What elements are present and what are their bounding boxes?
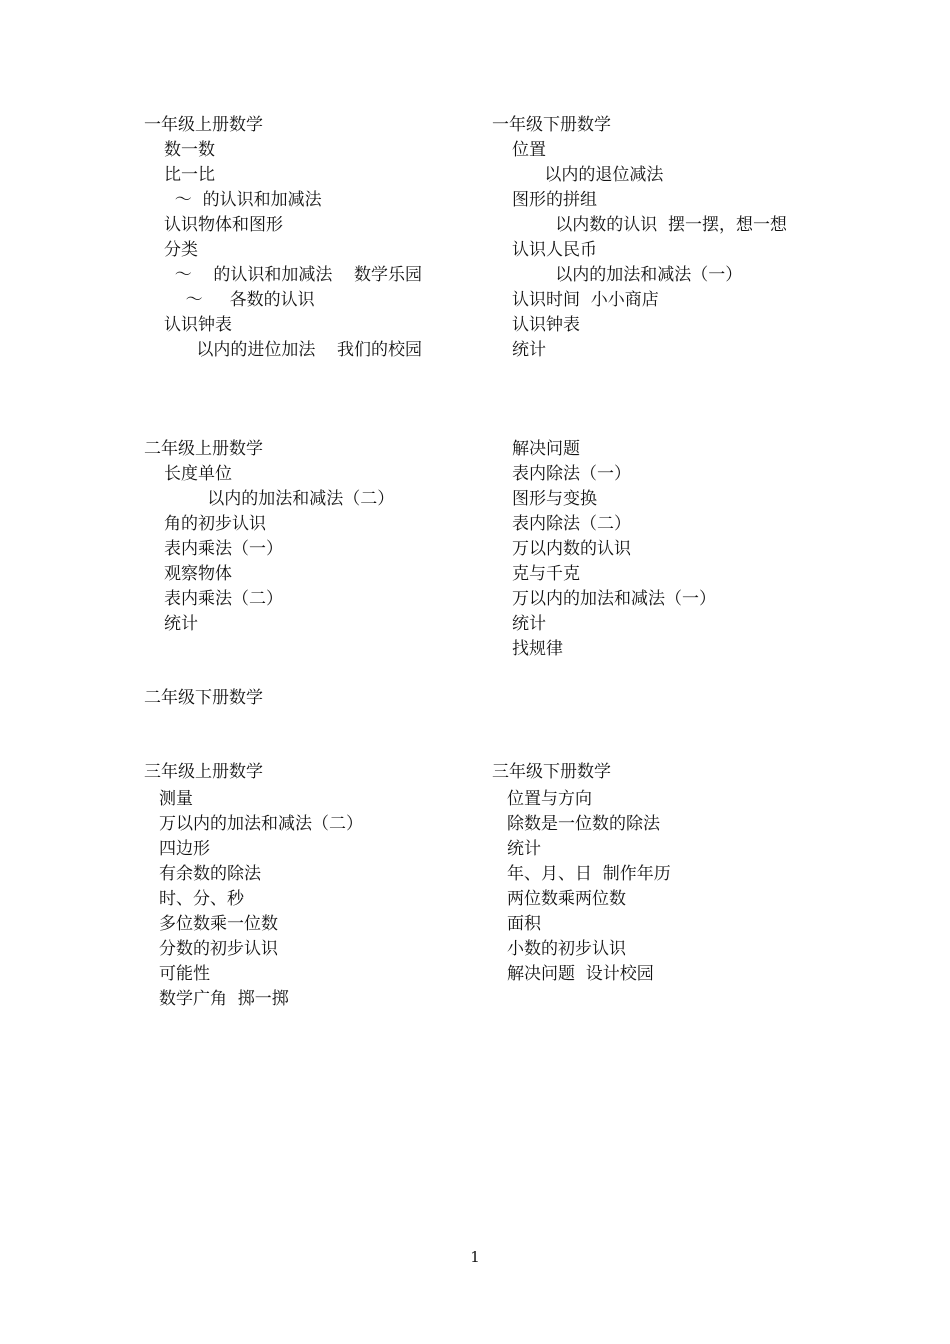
list-item: 测量 <box>159 789 193 809</box>
list-item: 表内乘法（二） <box>164 589 283 609</box>
list-item: 统计 <box>507 839 541 859</box>
list-item: ～ 的认识和加减法 <box>164 190 322 210</box>
list-item: 万以内的加法和减法（二） <box>159 814 363 834</box>
grade2-upper-title: 二年级上册数学 <box>144 439 263 459</box>
list-item: 统计 <box>512 340 546 360</box>
list-item: 时、分、秒 <box>159 889 244 909</box>
list-item: 认识时间 小小商店 <box>512 290 659 310</box>
list-item: 以内数的认识 摆一摆，想一想 <box>512 215 788 235</box>
grade1-upper-title: 一年级上册数学 <box>144 115 263 135</box>
grade3-lower-section <box>492 760 671 987</box>
list-item: 图形的拼组 <box>512 190 597 210</box>
list-item: 解决问题 设计校园 <box>507 964 654 984</box>
list-item: 以内的加法和减法（一） <box>512 265 743 285</box>
list-item: 图形与变换 <box>512 489 597 509</box>
grade3-upper-section <box>144 760 363 1012</box>
list-item: 统计 <box>512 614 546 634</box>
list-item: 分数的初步认识 <box>159 939 278 959</box>
grade1-lower-title: 一年级下册数学 <box>492 115 611 135</box>
list-item: 万以内的加法和减法（一） <box>512 589 716 609</box>
list-item: 可能性 <box>159 964 210 984</box>
grade3-upper-list <box>144 787 363 1012</box>
list-item: 解决问题 <box>512 439 580 459</box>
list-item: 分类 <box>164 240 198 260</box>
grade3-lower-title: 三年级下册数学 <box>492 762 611 782</box>
list-item: 面积 <box>507 914 541 934</box>
list-item: 多位数乘一位数 <box>159 914 278 934</box>
list-item: 认识人民币 <box>512 240 597 260</box>
list-item: 长度单位 <box>164 464 232 484</box>
grade2-lower-section <box>144 686 263 711</box>
list-item: 以内的进位加法 我们的校园 <box>164 340 423 360</box>
grade2-continued-section <box>512 437 716 662</box>
list-item: ～ 的认识和加减法 数学乐园 <box>164 265 423 285</box>
list-item: 万以内数的认识 <box>512 539 631 559</box>
list-item: 角的初步认识 <box>164 514 266 534</box>
grade3-upper-title: 三年级上册数学 <box>144 762 263 782</box>
list-item: 表内乘法（一） <box>164 539 283 559</box>
list-item: 有余数的除法 <box>159 864 261 884</box>
grade2-upper-list <box>144 462 394 637</box>
list-item: 表内除法（一） <box>512 464 631 484</box>
list-item: 数一数 <box>164 140 215 160</box>
list-item: 数学广角 掷一掷 <box>159 989 289 1009</box>
grade1-lower-section <box>492 113 787 363</box>
list-item: 除数是一位数的除法 <box>507 814 660 834</box>
list-item: 两位数乘两位数 <box>507 889 626 909</box>
list-item: 以内的退位减法 <box>512 165 664 185</box>
grade2-upper-section <box>144 437 394 637</box>
list-item: 小数的初步认识 <box>507 939 626 959</box>
list-item: 观察物体 <box>164 564 232 584</box>
list-item: 认识物体和图形 <box>164 215 283 235</box>
list-item: 位置与方向 <box>507 789 592 809</box>
grade1-upper-list <box>144 138 422 363</box>
grade1-upper-section <box>144 113 422 363</box>
list-item: ～ 各数的认识 <box>164 290 315 310</box>
list-item: 比一比 <box>164 165 215 185</box>
list-item: 表内除法（二） <box>512 514 631 534</box>
list-item: 克与千克 <box>512 564 580 584</box>
list-item: 认识钟表 <box>512 315 580 335</box>
list-item: 年、月、日 制作年历 <box>507 864 671 884</box>
grade1-lower-list <box>492 138 787 363</box>
list-item: 以内的加法和减法（二） <box>164 489 395 509</box>
list-item: 认识钟表 <box>164 315 232 335</box>
grade3-lower-list <box>492 787 671 987</box>
page-number: 1 <box>470 1248 480 1266</box>
list-item: 位置 <box>512 140 546 160</box>
list-item: 四边形 <box>159 839 210 859</box>
grade2-continued-list <box>512 437 716 662</box>
list-item: 找规律 <box>512 639 563 659</box>
list-item: 统计 <box>164 614 198 634</box>
grade2-lower-title: 二年级下册数学 <box>144 688 263 708</box>
